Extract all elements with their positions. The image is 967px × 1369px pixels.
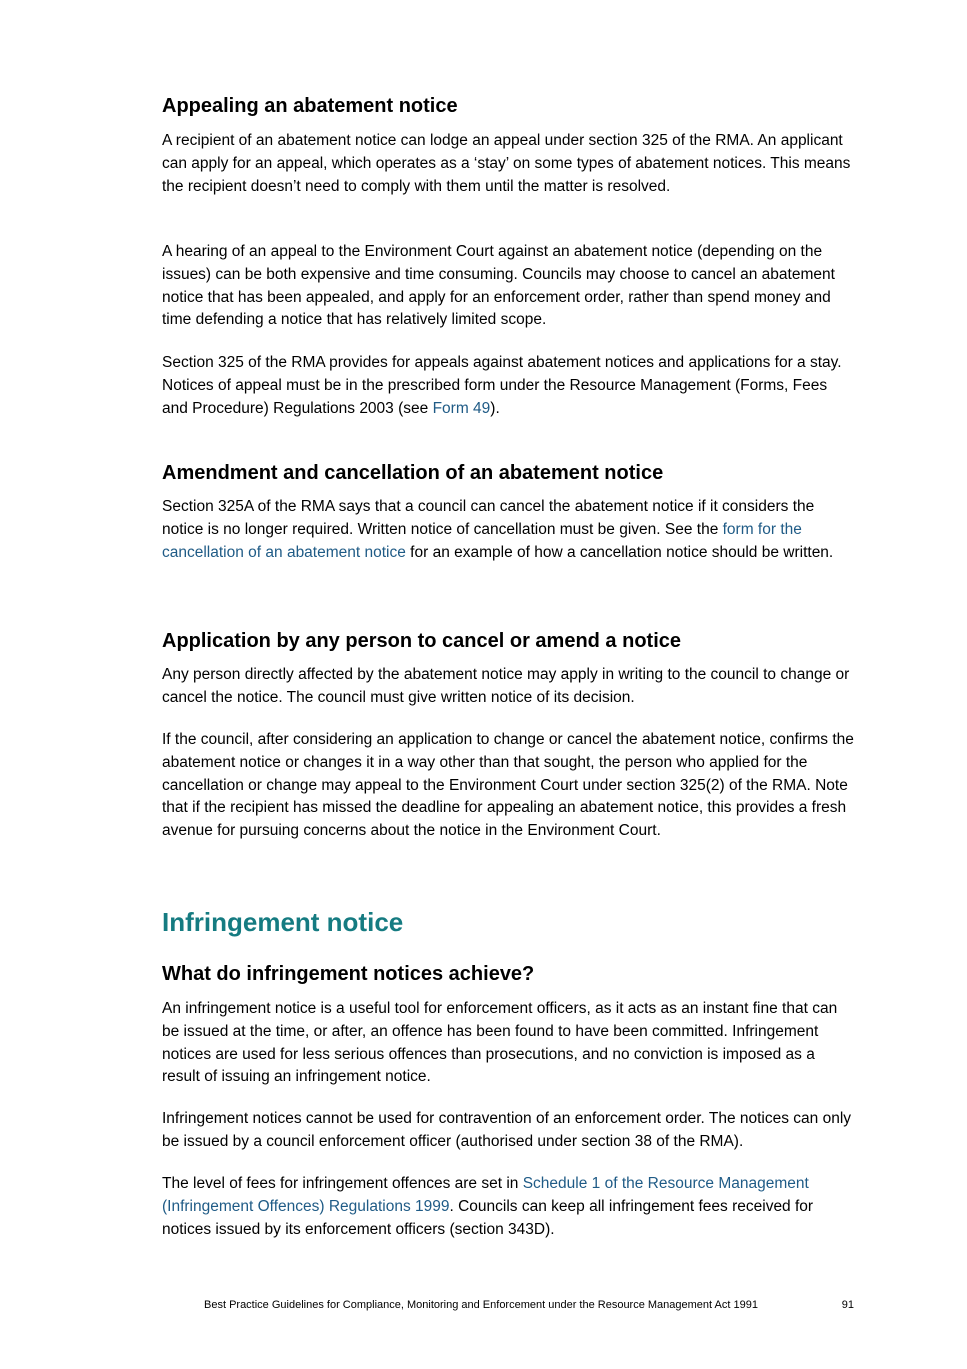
paragraph: A recipient of an abatement notice can lodge an appeal under section 325 of the RMA. An applicant can apply for an appeal, which operates as a ‘stay’ on some types of abatement notices. This means the recipient doesn’t need to comply with them until the matter is resolved. [162, 132, 851, 195]
paragraph: An infringement notice is a useful tool for enforcement officers, as it acts as an instant fine that can be issued at the time, or after, an offence has been found to have been committed. Infringement notices are used for less serious offences than prosecutions, and no conviction is imposed as a result of issuing an infringement notice. [162, 1000, 838, 1086]
section-heading-infringement-achieve: What do infringement notices achieve? [162, 963, 535, 985]
paragraph: Section 325 of the RMA provides for appeals against abatement notices and applications for a stay. Notices of appeal must be in the prescribed form under the Resource Management (Forms, Fees and Procedure) Regulations 2003 (see Form 49). [162, 354, 842, 417]
cancellation-form-link[interactable]: form for the cancellation of an abatement notice [162, 520, 802, 561]
paragraph: The level of fees for infringement offences are set in Schedule 1 of the Resource Management (Infringement Offences) Regulations 1999. Councils can keep all infringement fees received for notices issued by its enforcement officers (section 343D). [162, 1175, 814, 1238]
paragraph: If the council, after considering an application to change or cancel the abatement notice, confirms the abatement notice or changes it in a way other than that sought, the person who applied for the cancellation or change may appeal to the Environment Court under section 325(2) of the RMA. Note that if the recipient has missed the deadline for appealing an abatement notice, this provides a fresh avenue for pursuing concerns about the notice in the Environment Court. [162, 731, 854, 840]
paragraph: A hearing of an appeal to the Environment Court against an abatement notice (depending on the issues) can be both expensive and time consuming. Councils may choose to cancel an abatement notice that has been appealed, and apply for an enforcement order, rather than spend money and time defending a notice that has relatively limited scope. [162, 243, 835, 329]
main-heading-infringement: Infringement notice [162, 907, 404, 937]
page-number: 91 [841, 1299, 854, 1311]
form-49-link[interactable]: Form 49 [432, 399, 491, 417]
paragraph: Section 325A of the RMA says that a council can cancel the abatement notice if it considers the notice is no longer required. Written notice of cancellation must be given. See the form for the cancellation of an abatement notice for an example of how a cancellation notice should be written. [162, 498, 834, 561]
section-heading-application: Application by any person to cancel or amend a notice [162, 630, 682, 652]
footer-title: Best Practice Guidelines for Compliance, Monitoring and Enforcement under the Resource Management Act 1991 [204, 1299, 758, 1311]
paragraph: Infringement notices cannot be used for contravention of an enforcement order. The notices can only be issued by a council enforcement officer (authorised under section 38 of the RMA). [162, 1110, 852, 1150]
section-heading-amendment: Amendment and cancellation of an abatement notice [162, 462, 664, 484]
paragraph: Any person directly affected by the abatement notice may apply in writing to the council to change or cancel the notice. The council must give written notice of its decision. [162, 666, 850, 706]
section-heading-appealing: Appealing an abatement notice [162, 95, 458, 117]
schedule-1-link[interactable]: Schedule 1 of the Resource Management (Infringement Offences) Regulations 1999 [162, 1175, 809, 1215]
